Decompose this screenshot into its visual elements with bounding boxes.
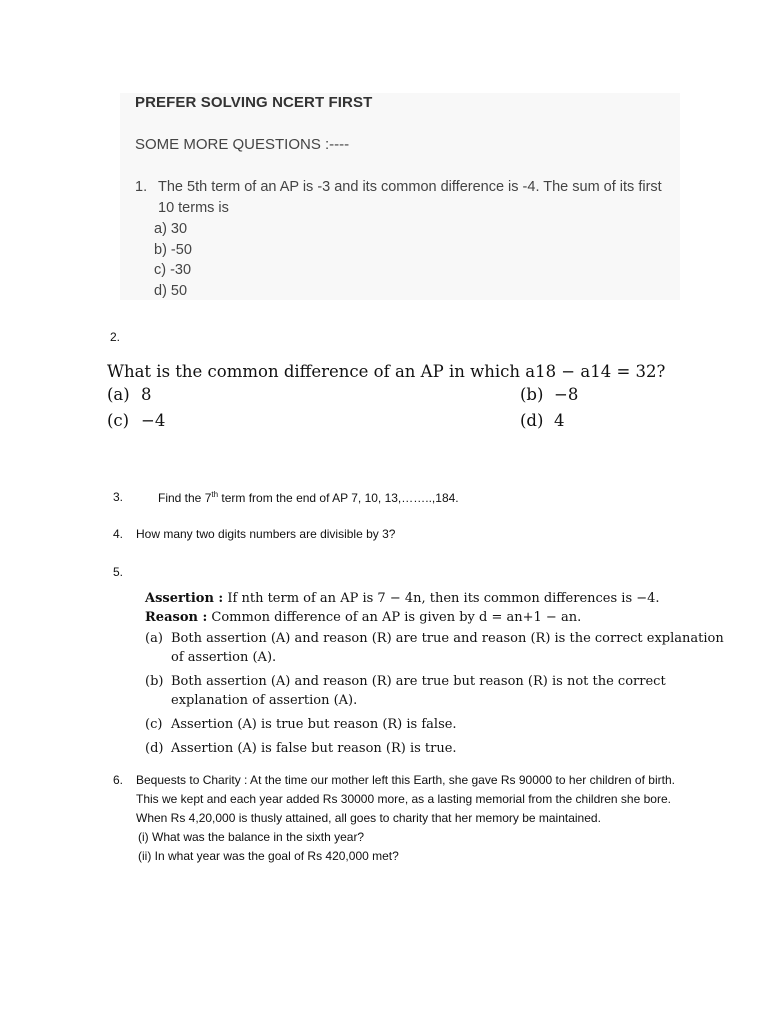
question-2-text: What is the common difference of an AP in which a18 − a14 = 32?	[107, 362, 666, 381]
question-5	[145, 589, 735, 758]
question-3-text: Find the 7th term from the end of AP 7, 10, 13,……..,184.	[158, 490, 459, 505]
question-2-number: 2.	[110, 330, 121, 344]
question-4	[113, 527, 673, 541]
question-1-option-d: d) 50	[154, 282, 188, 299]
question-5-option-a: (a) Both assertion (A) and reason (R) are true and reason (R) is the correct explanation of assertion (A).	[145, 631, 724, 665]
question-2-option-a: (a) 8	[107, 385, 152, 404]
question-2-option-b: (b) −8	[520, 385, 579, 404]
question-6-sub-2: (ii) In what year was the goal of Rs 420,000 met?	[138, 849, 399, 863]
assertion-line: Assertion : If nth term of an AP is 7 − 4n, then its common differences is −4.	[145, 591, 660, 606]
section-subheader: SOME MORE QUESTIONS :----	[135, 136, 350, 153]
question-1-text: The 5th term of an AP is -3 and its common difference is -4. The sum of its first 10 terms is	[158, 179, 662, 216]
question-5-option-d: (d) Assertion (A) is false but reason (R) is true.	[145, 741, 457, 756]
question-1-option-b: b) -50	[154, 241, 192, 258]
question-4-number: 4.	[113, 527, 124, 541]
question-5-option-b: (b) Both assertion (A) and reason (R) are true but reason (R) is not the correct explanation of assertion (A).	[145, 674, 666, 708]
question-1	[135, 177, 675, 301]
question-5-option-c: (c) Assertion (A) is true but reason (R) is false.	[145, 717, 457, 732]
question-6-sub-1: (i) What was the balance in the sixth year?	[138, 830, 365, 844]
question-2-option-d: (d) 4	[520, 411, 565, 430]
question-2-option-c: (c) −4	[107, 411, 166, 430]
question-3	[113, 490, 673, 505]
question-1-number: 1.	[135, 179, 148, 195]
question-1-option-c: c) -30	[154, 262, 192, 278]
question-5-number: 5.	[113, 565, 124, 579]
question-4-text: How many two digits numbers are divisible by 3?	[136, 527, 396, 541]
question-6-text: Bequests to Charity : At the time our mother left this Earth, she gave Rs 90000 to her children of birth. This we kept and each year added Rs 30000 more, as a lasting memorial from the children she bore. When Rs 4,20,000 is thusly attained, all goes to charity that her memory be maintained.	[136, 773, 675, 825]
question-6-number: 6.	[113, 773, 124, 787]
reason-line: Reason : Common difference of an AP is given by d = an+1 − an.	[145, 610, 582, 625]
page-header: PREFER SOLVING NCERT FIRST	[135, 94, 373, 111]
question-1-option-a: a) 30	[154, 221, 188, 237]
question-3-number: 3.	[113, 490, 124, 504]
question-6	[113, 771, 693, 866]
